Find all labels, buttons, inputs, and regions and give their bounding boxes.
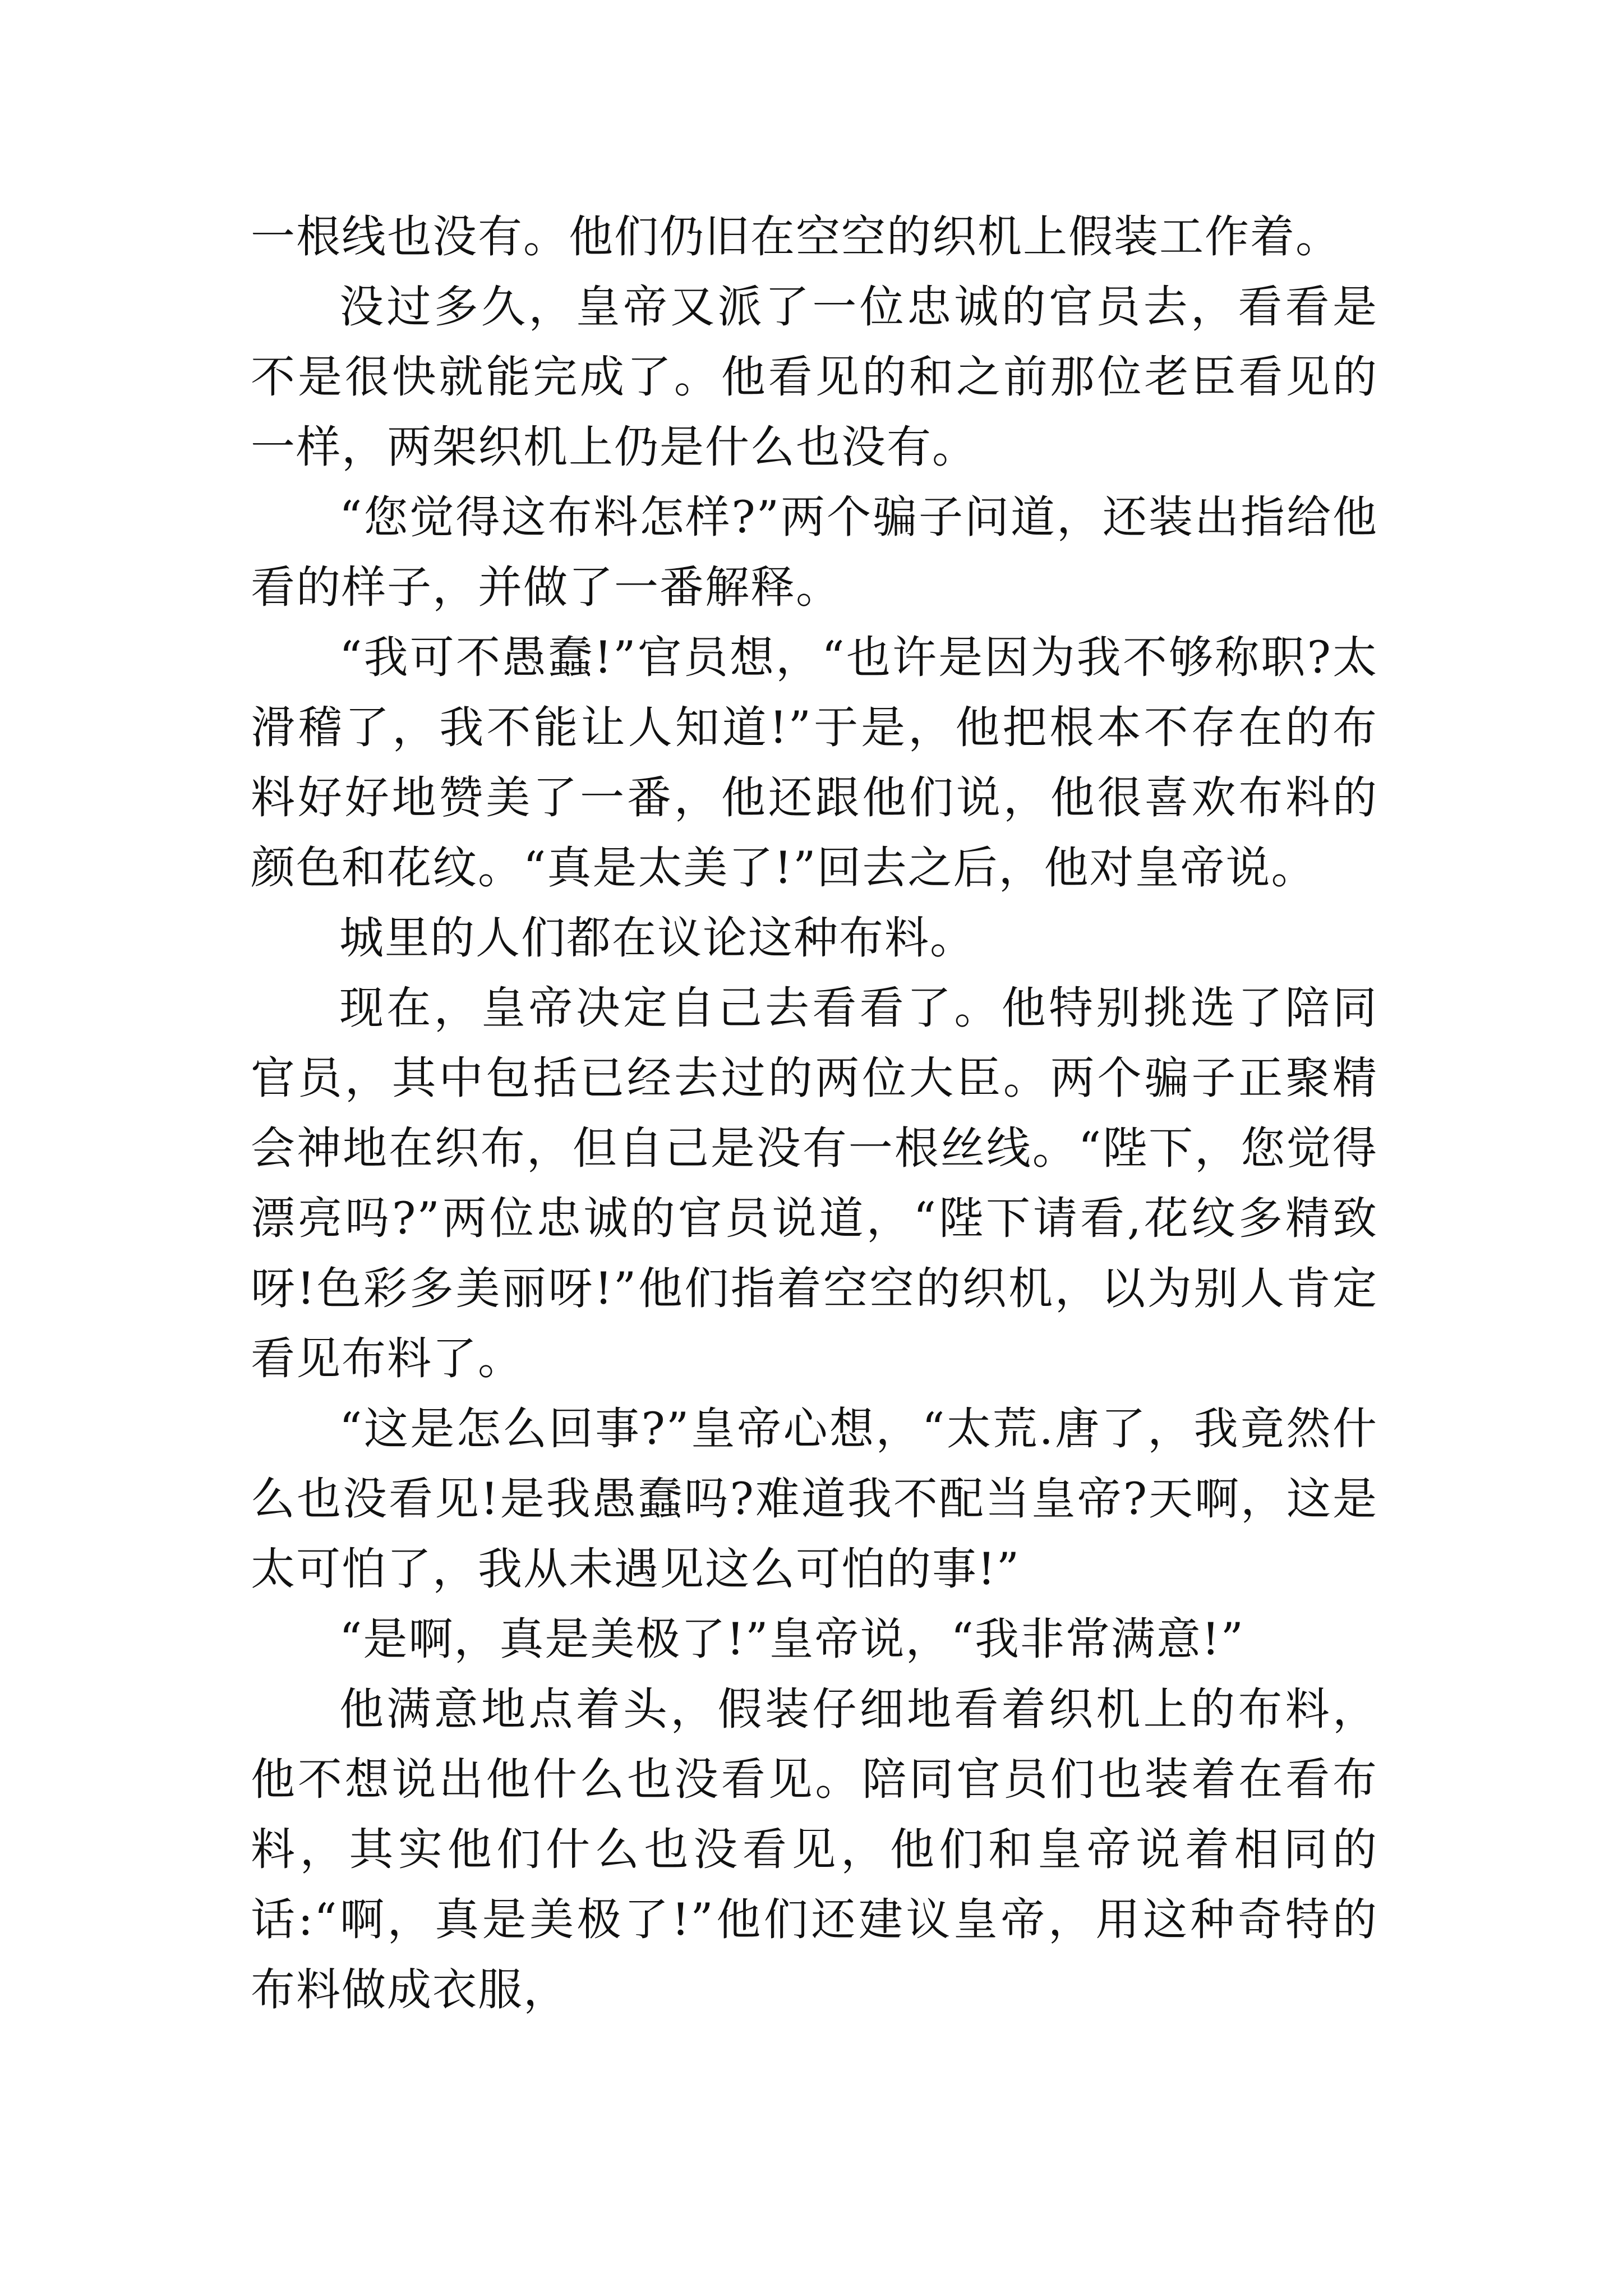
paragraph: 城里的人们都在议论这种布料。 <box>339 912 975 964</box>
document-body <box>251 202 1378 2025</box>
paragraph: “这是怎么回事?”皇帝心想，“太荒.唐了，我竟然什么也没看见!是我愚蠢吗?难道我不配当皇帝?天啊，这是太可怕了，我从未遇见这么可怕的事!” <box>251 1403 1378 1595</box>
paragraph: “我可不愚蠢!”官员想，“也许是因为我不够称职?太滑稽了，我不能让人知道!”于是，他把根本不存在的布料好好地赞美了一番，他还跟他们说，他很喜欢布料的颜色和花纹。“真是太美了!”回去之后，他对皇帝说。 <box>251 632 1378 894</box>
paragraph: 他满意地点着头，假装仔细地看着织机上的布料，他不想说出他什么也没看见。陪同官员们也装着在看布料，其实他们什么也没看见，他们和皇帝说着相同的话:“啊，真是美极了!”他们还建议皇帝，用这种奇特的布料做成衣服， <box>251 1683 1378 2016</box>
paragraph: 现在，皇帝决定自己去看看了。他特别挑选了陪同官员，其中包括已经去过的两位大臣。两个骗子正聚精会神地在织布，但自己是没有一根丝线。“陛下，您觉得漂亮吗?”两位忠诚的官员说道，“陛下请看,花纹多精致呀!色彩多美丽呀!”他们指着空空的织机，以为别人肯定看见布料了。 <box>251 982 1378 1384</box>
paragraph: 一根线也没有。他们仍旧在空空的织机上假装工作着。 <box>251 211 1341 263</box>
paragraph: 没过多久，皇帝又派了一位忠诚的官员去，看看是不是很快就能完成了。他看见的和之前那位老臣看见的一样，两架织机上仍是什么也没有。 <box>251 281 1378 473</box>
paragraph: “是啊，真是美极了!”皇帝说，“我非常满意!” <box>339 1613 1245 1665</box>
paragraph: “您觉得这布料怎样?”两个骗子问道，还装出指给他看的样子，并做了一番解释。 <box>251 491 1378 613</box>
